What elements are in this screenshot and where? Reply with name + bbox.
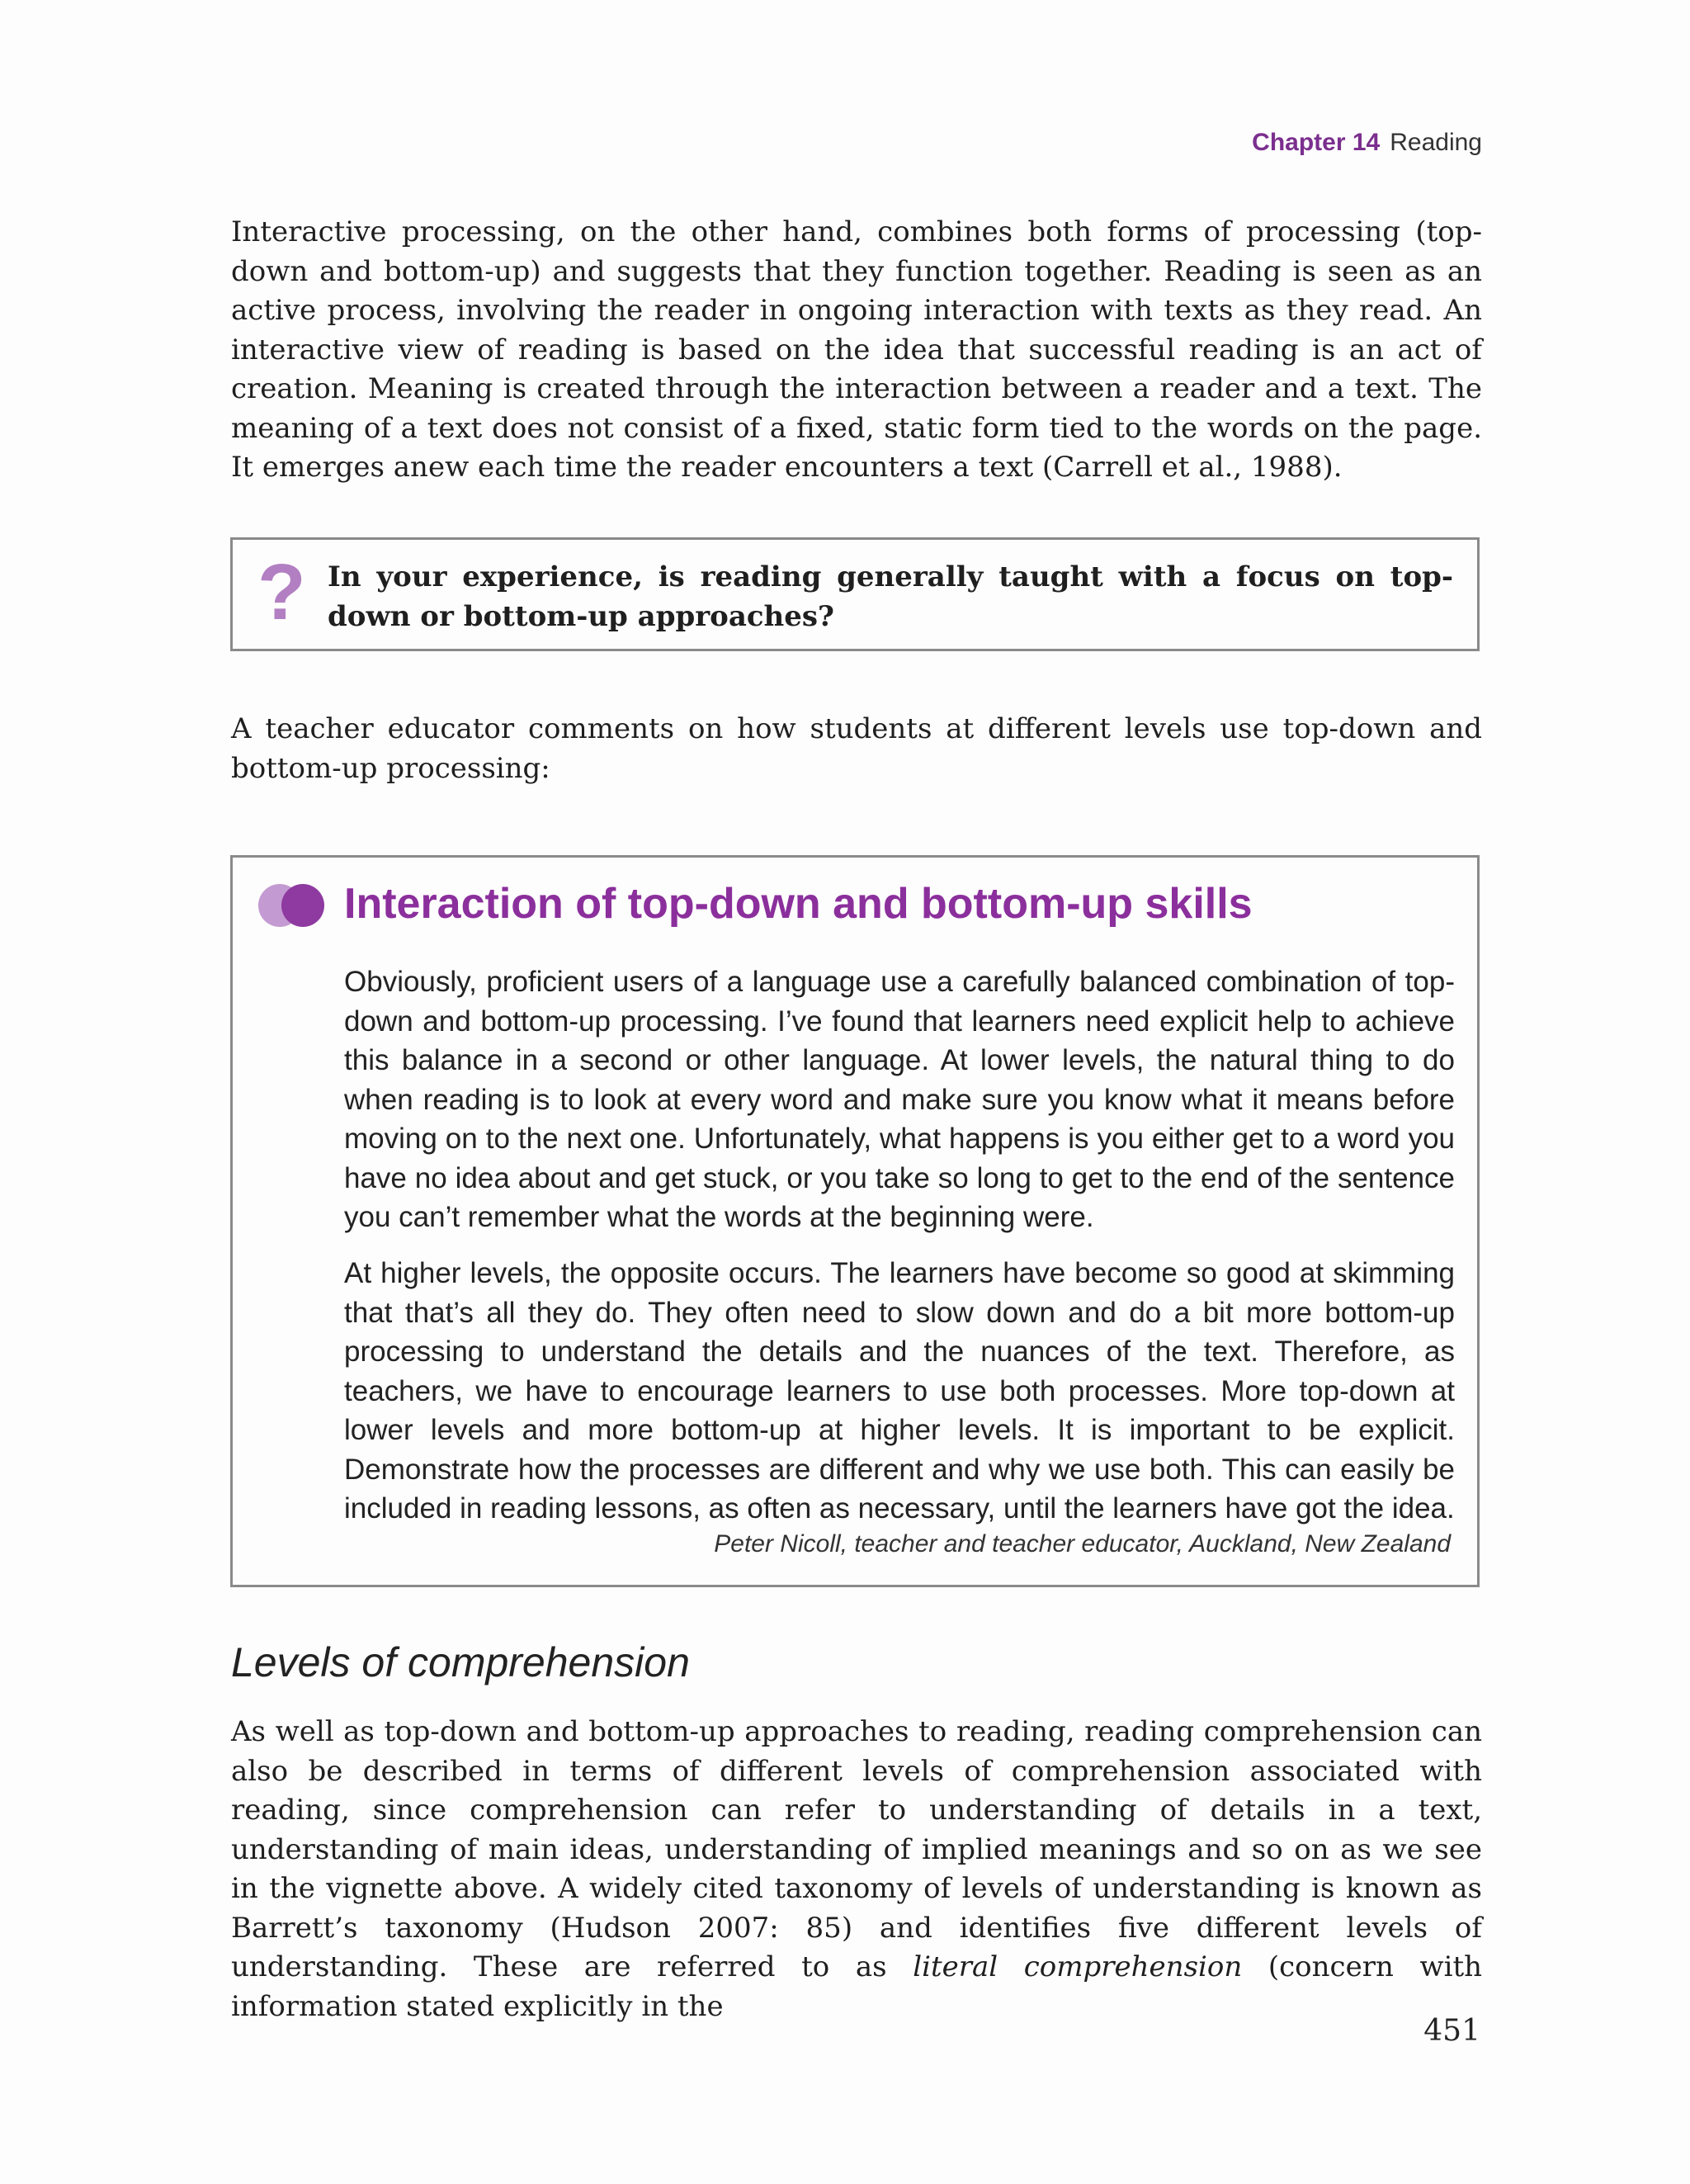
page-number: 451: [1423, 2014, 1480, 2048]
reflection-box: [230, 537, 1480, 651]
vignette-box: [230, 855, 1480, 1587]
levels-text-part-1: As well as top-down and bottom-up approaches to reading, reading comprehension can also be described in terms of different levels of comprehension associated with reading, since comprehension can refer to understanding of details in a text, understanding of main ideas, understanding of implied meanings and so on as we see in the vignette above. A widely cited taxonomy of levels of understanding is known as Barrett’s taxonomy (Hudson 2007: 85) and identifies five different levels of understanding. These are referred to as: [231, 1715, 1482, 1983]
vignette-title: Interaction of top-down and bottom-up skills: [344, 880, 1253, 928]
levels-text-part-2: (concern with information stated explicitly in the: [231, 1950, 1483, 2023]
paragraph-levels-of-comprehension: [231, 1713, 1482, 2026]
paragraph-interactive-processing: Interactive processing, on the other hand, combines both forms of processing (top-down and bottom-up) and suggests that they function together. Reading is seen as an active process, involving the reader in ongoing interaction with texts as they read. An interactive view of reading is based on the idea that successful reading is an act of creation. Meaning is created through the interaction between a reader and a text. The meaning of a text does not consist of a fixed, static form tied to the words on the page. It emerges anew each time the reader encounters a text (Carrell et al., 1988).: [231, 215, 1482, 484]
reflection-question: In your experience, is reading generally taught with a focus on top-down or bottom-up approaches?: [328, 560, 1453, 633]
levels-italic-term: literal comprehension: [913, 1950, 1243, 1983]
vignette-attribution: Peter Nicoll, teacher and teacher educator, Auckland, New Zealand: [714, 1530, 1451, 1558]
vignette-paragraph-1: Obviously, proficient users of a language use a carefully balanced combination of top-down and bottom-up processing. I’ve found that learners need explicit help to achieve this balance in a second or other language. At lower levels, the natural thing to do when reading is to look at every word and make sure you know what it means before moving on to the next one. Unfortunately, what happens is you either get to a word you have no idea about and get stuck, or you take so long to get to the end of the sentence you can’t remember what the words at the beginning were.: [344, 966, 1455, 1233]
chapter-title: Reading: [1390, 129, 1482, 156]
paragraph-teacher-intro: A teacher educator comments on how students at different levels use top-down and bottom-up processing:: [231, 712, 1482, 785]
section-heading: Levels of comprehension: [231, 1639, 690, 1685]
running-head: [1252, 129, 1482, 157]
chapter-label: Chapter 14: [1252, 129, 1381, 156]
question-mark-icon: ?: [257, 548, 306, 636]
double-circle-icon: [258, 884, 326, 927]
vignette-paragraph-2: At higher levels, the opposite occurs. The learners have become so good at skimming that that’s all they do. They often need to slow down and do a bit more bottom-up processing to understand the details and the nuances of the text. Therefore, as teachers, we have to encourage learners to use both processes. More top-down at lower levels and more bottom-up at higher levels. It is important to be explicit. Demonstrate how the processes are different and why we use both. This can easily be included in reading lessons, as often as necessary, until the learners have got the idea.: [344, 1257, 1455, 1525]
